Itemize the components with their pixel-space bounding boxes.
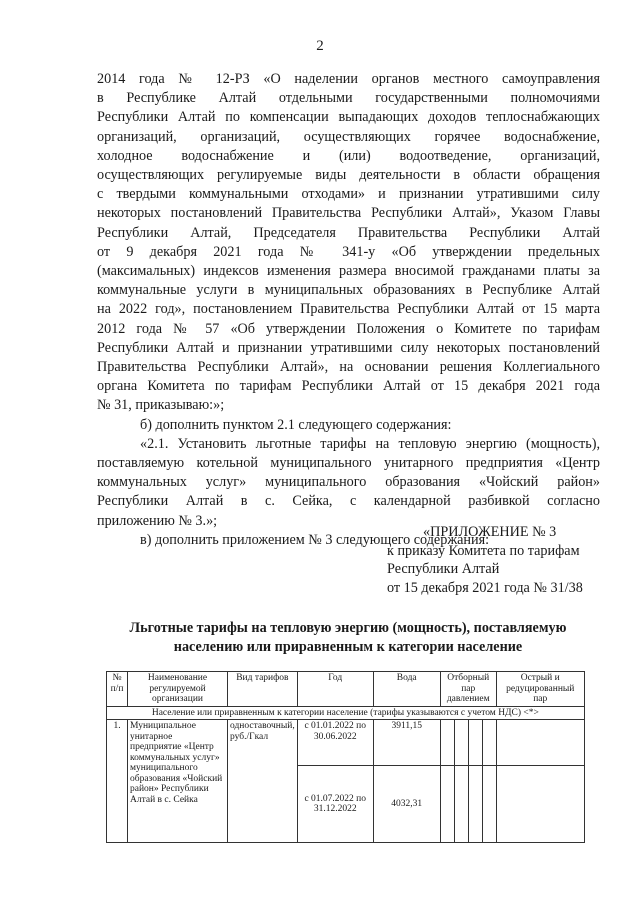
table-header-row — [107, 672, 585, 707]
header-org: Наименование регулируемой организации — [128, 672, 228, 707]
paragraph-line: Республики Алтай и признании утратившими силу некоторых постановлений — [97, 339, 600, 356]
empty-cell — [482, 720, 496, 766]
header-num: № п/п — [107, 672, 128, 707]
table-title-line: населению или приравненным к категории население — [173, 638, 523, 655]
row-period: с 01.01.2022 по 30.06.2022 — [297, 720, 373, 766]
row-org: Муниципальное унитарное предприятие «Центр коммунальных услуг» муниципального образования «Чойский район» Республики Алтай в с. Сейка — [128, 720, 228, 843]
empty-cell — [440, 766, 454, 843]
header-type: Вид тарифов — [228, 672, 298, 707]
empty-cell — [482, 766, 496, 843]
paragraph-line: 2014 года № 12-РЗ «О наделении органов местного самоуправления — [97, 71, 600, 87]
clause-line: Республики Алтай в с. Сейка, с календарной разбивкой согласно — [97, 493, 600, 510]
paragraph-line: осуществляющих регулируемые виды деятельности в области обращения — [97, 167, 600, 184]
table-title-line: Льготные тарифы на тепловую энергию (мощность), поставляемую — [129, 620, 567, 636]
appendix-line: «ПРИЛОЖЕНИЕ № 3 — [423, 524, 557, 540]
empty-cell — [454, 766, 468, 843]
page-number: 2 — [316, 38, 324, 54]
paragraph-line: на 2022 год», постановлением Правительства Республики Алтай от 15 марта — [97, 301, 600, 318]
clause-line: приложению № 3.»; — [97, 512, 218, 529]
empty-cell — [496, 766, 584, 843]
item-b: б) дополнить пунктом 2.1 следующего содержания: — [140, 416, 452, 433]
row-num: 1. — [107, 720, 128, 843]
empty-cell — [468, 720, 482, 766]
clause-line: коммунальных услуг» муниципального образования «Чойский район» — [97, 474, 600, 491]
paragraph-line: с твердыми коммунальными отходами» и признании утратившими силу — [97, 186, 600, 203]
row-type: одноставочный, руб./Гкал — [228, 720, 298, 843]
row-water: 3911,15 — [373, 720, 440, 766]
clause-line: поставляемую котельной муниципального унитарного предприятия «Центр — [97, 455, 600, 472]
appendix-line: к приказу Комитета по тарифам — [387, 542, 580, 559]
paragraph-line: от 9 декабря 2021 года № 341-у «Об утверждении предельных — [97, 243, 600, 260]
appendix-line: Республики Алтай — [387, 561, 500, 577]
header-water: Вода — [373, 672, 440, 707]
empty-cell — [440, 720, 454, 766]
tariff-table — [106, 671, 585, 843]
table-row — [107, 720, 585, 766]
paragraph-line: в Республике Алтай отдельными государственными полномочиями — [97, 90, 600, 107]
row-water: 4032,31 — [373, 766, 440, 843]
paragraph-line: Республики Алтай, Председателя Правительства Республики Алтай — [97, 224, 600, 241]
appendix-line: от 15 декабря 2021 года № 31/38 — [387, 579, 583, 596]
main-text — [97, 70, 600, 550]
empty-cell — [454, 720, 468, 766]
empty-cell — [496, 720, 584, 766]
appendix-heading — [387, 523, 617, 597]
item-v: в) дополнить приложением № 3 следующего содержания: — [140, 531, 490, 548]
paragraph-line: (максимальных) индексов изменения размера вносимой гражданами платы за — [97, 263, 600, 280]
paragraph-line: коммунальные услуги в муниципальных образованиях в Республике Алтай — [97, 282, 600, 299]
paragraph-line: № 31, приказываю:»; — [97, 397, 225, 414]
table-section-row — [107, 706, 585, 720]
paragraph-line: органа Комитета по тарифам Республики Алтай от 15 декабря 2021 года — [97, 378, 600, 395]
paragraph-line: некоторых постановлений Правительства Республики Алтай», Указом Главы — [97, 205, 600, 222]
paragraph-line: Республики Алтай по компенсации выпадающих доходов теплоснабжающих — [97, 109, 600, 126]
header-steam-selected: Отборный пар давлением — [440, 672, 496, 707]
paragraph-line: организаций, организаций, осуществляющих горячее водоснабжение, — [97, 128, 600, 145]
empty-cell — [468, 766, 482, 843]
clause-line: «2.1. Установить льготные тарифы на тепловую энергию (мощность), — [140, 435, 600, 452]
paragraph-line: Правительства Республики Алтай», на основании решения Коллегиального — [97, 359, 600, 376]
header-year: Год — [297, 672, 373, 707]
header-steam-sharp: Острый и редуцированный пар — [496, 672, 584, 707]
row-period: с 01.07.2022 по 31.12.2022 — [297, 766, 373, 843]
paragraph-line: холодное водоснабжение и (или) водоотведение, организаций, — [97, 147, 600, 164]
table-title — [95, 619, 601, 656]
paragraph-line: 2012 года № 57 «Об утверждении Положения о Комитете по тарифам — [97, 320, 600, 337]
section-label: Население или приравненным к категории население (тарифы указываются с учетом НДС) <*> — [107, 706, 585, 720]
